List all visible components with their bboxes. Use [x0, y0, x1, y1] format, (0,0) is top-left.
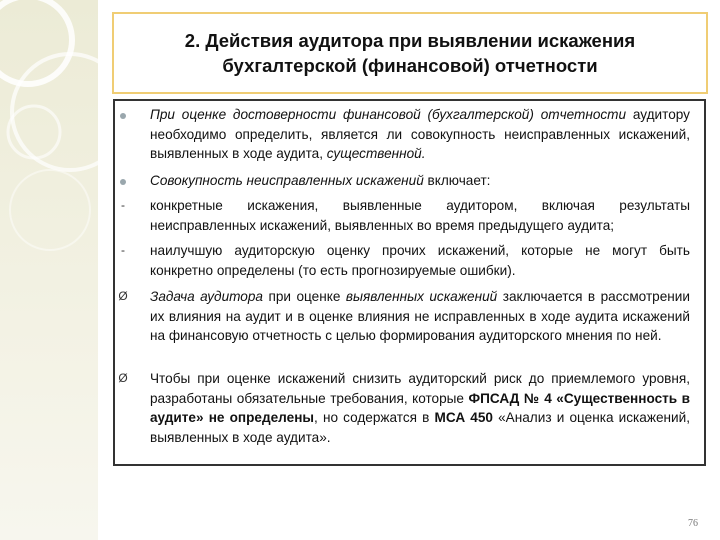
text-segment: Совокупность неисправленных искажений — [150, 173, 424, 188]
page-number: 76 — [688, 518, 698, 529]
list-item-text — [150, 287, 690, 346]
dash-marker: - — [121, 243, 125, 257]
slide-title-line-2: бухгалтерской (финансовой) отчетности — [222, 55, 598, 76]
content-panel — [113, 99, 706, 466]
text-segment: , но содержатся в — [314, 410, 435, 425]
text-segment: МСА 450 — [434, 410, 493, 425]
slide-title-line-1: 2. Действия аудитора при выявлении искажения — [184, 30, 636, 51]
text-segment: наилучшую аудиторскую оценку прочих искажений, которые не могут быть конкретно определены (то есть прогнозируемые ошибки). — [150, 243, 690, 278]
text-segment: при оценке — [262, 289, 346, 304]
list-item-text — [150, 369, 690, 447]
text-segment: ФПСАД № 4 «Существенность в аудите» не определены — [150, 390, 690, 425]
text-segment: аудитору необходимо определить, является ли совокупность неисправленных искажений, выявленных в ходе аудита, — [150, 107, 690, 161]
dash-marker: - — [121, 198, 125, 212]
text-segment: включает: — [423, 173, 491, 188]
text-segment: Задача аудитора — [150, 289, 263, 304]
text-segment: «Анализ и оценка искажений, выявленных в ходе аудита». — [150, 410, 690, 445]
list-item-text — [150, 241, 690, 280]
bullet-icon — [115, 171, 131, 191]
slide-title — [185, 28, 635, 78]
decorative-side-band — [0, 0, 98, 540]
slide-title-box — [112, 12, 708, 94]
list-item-text — [150, 171, 690, 191]
arrow-marker-icon: Ø — [118, 289, 128, 303]
arrow-marker-icon: Ø — [118, 371, 128, 385]
text-segment: выявленных искажений — [345, 289, 498, 304]
text-segment: При оценке достоверности финансовой (бухгалтерской) отчетности — [150, 107, 627, 122]
text-segment: конкретные искажения, выявленные аудитором, включая результаты неисправленных искажений, выявленных во время предыдущего аудита; — [150, 198, 690, 233]
bullet-icon — [115, 105, 131, 125]
text-segment: заключается в рассмотрении их влияния на аудит и в оценке влияния не исправленных в ходе аудита искажений на финансовую отчетность с целью формирования аудиторского мнения по ней. — [150, 289, 690, 343]
text-segment: существенной. — [326, 146, 426, 161]
decorative-circles — [0, 0, 98, 540]
text-segment: Чтобы при оценке искажений снизить аудиторский риск до приемлемого уровня, разработаны обязательные требования, которые — [150, 371, 690, 406]
list-item-text — [150, 105, 690, 164]
list-item-text — [150, 196, 690, 235]
